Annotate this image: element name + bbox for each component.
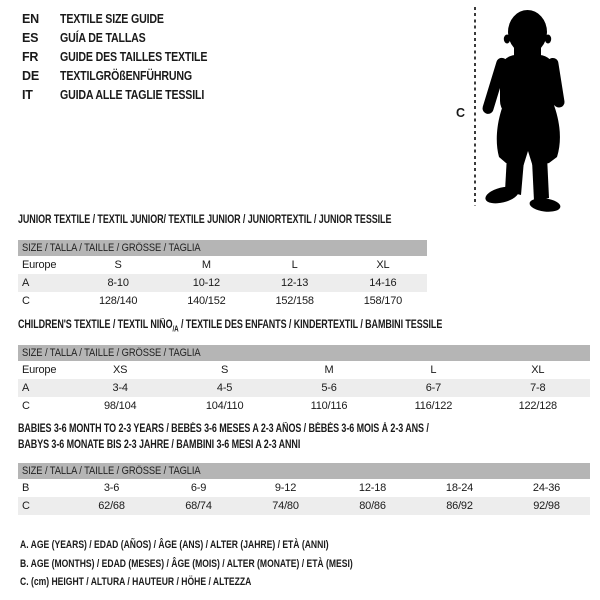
table-row [18,497,590,515]
size-cell: 104/110 [205,399,244,412]
table-title-line [18,438,590,454]
table-title-line [18,318,590,334]
table-row [18,361,590,379]
row-label: Europe [22,363,57,376]
size-cell: 98/104 [103,399,137,412]
size-cell: M [201,258,211,271]
row-label: A [22,276,30,289]
size-cell: M [324,363,334,376]
babies-table-title [18,422,590,453]
size-cell: 10-12 [192,276,220,289]
size-cell: 68/74 [185,500,212,512]
language-code: FR [22,50,39,64]
children-table-title [18,318,590,334]
table-row [18,379,590,397]
language-code: ES [22,31,39,45]
size-cell: 74/80 [272,500,299,512]
height-label: C [456,106,466,120]
size-cell: 92/98 [533,500,560,512]
size-cell: 24-36 [532,482,561,494]
size-cell: 6-9 [190,482,207,494]
height-measure-dashed-line [474,7,476,206]
language-row [22,29,233,48]
row-label: A [22,381,30,394]
table-row [18,274,427,292]
table-row [18,292,427,310]
language-code: IT [22,88,33,102]
size-cell: 8-10 [107,276,129,289]
language-title: GUIDA ALLE TAGLIE TESSILI [60,88,205,102]
row-label: C [22,500,30,512]
size-cell: 12-18 [358,482,387,494]
size-cell: 110/116 [310,399,348,412]
baby-silhouette-icon [478,5,588,215]
language-row [22,10,233,29]
title-text: CHILDREN'S TEXTILE / TEXTIL NIÑO [18,319,173,331]
children-size-table [18,361,590,415]
size-cell: 14-16 [369,276,397,289]
junior-textile-section [18,213,427,310]
language-title: TEXTILE SIZE GUIDE [60,12,164,26]
size-cell: 3-4 [112,381,128,394]
table-title-line [18,213,427,229]
legend-note [20,536,447,555]
size-header-bar [18,463,590,479]
size-cell: 128/140 [98,294,138,307]
table-row [18,397,590,415]
size-header-bar [18,240,427,256]
title-text: BABIES 3-6 MONTH TO 2-3 YEARS / BEBÉS 3-6 MESES A 2-3 AÑOS / BÉBÉS 3-6 MOIS À 2-3 ANS / [18,423,429,435]
size-cell: XL [376,258,390,271]
language-title: GUÍA DE TALLAS [60,31,146,45]
language-row [22,67,233,86]
size-cell: 7-8 [530,381,546,394]
size-cell: 116/122 [414,399,453,412]
size-cell: L [430,363,437,376]
legend-note [20,573,447,592]
size-cell: 122/128 [518,399,557,412]
language-row [22,48,233,67]
size-cell: 62/68 [98,500,125,512]
size-cell: 3-6 [103,482,120,494]
size-cell: S [221,363,229,376]
language-code: DE [22,69,39,83]
row-label: C [22,294,30,307]
table-row [18,256,427,274]
legend-note-text: A. AGE (YEARS) / EDAD (AÑOS) / ÂGE (ANS) / ALTER (JAHRE) / ETÀ (ANNI) [20,539,329,551]
size-cell: 5-6 [321,381,337,394]
size-cell: XS [113,363,128,376]
babies-textile-section [18,422,590,515]
language-row [22,86,233,105]
junior-size-table [18,256,427,310]
legend-notes [20,536,447,592]
size-cell: L [291,258,298,271]
size-cell: 158/170 [363,294,403,307]
language-title: GUIDE DES TAILLES TEXTILE [60,50,208,64]
table-row [18,479,590,497]
size-cell: 12-13 [281,276,309,289]
legend-note-text: C. (cm) HEIGHT / ALTURA / HAUTEUR / HÖHE / ALTEZZA [20,576,252,588]
size-header-text: SIZE / TALLA / TAILLE / GRÖSSE / TAGLIA [22,346,201,359]
row-label: B [22,482,30,494]
babies-size-table [18,479,590,515]
size-cell: 4-5 [216,381,233,394]
size-cell: 152/158 [275,294,314,307]
row-label: Europe [22,258,57,271]
title-text: / TEXTILE DES ENFANTS / KINDERTEXTIL / BAMBINI TESSILE [178,319,443,331]
size-cell: 80/86 [359,500,386,512]
size-header-text: SIZE / TALLA / TAILLE / GRÖSSE / TAGLIA [22,241,201,254]
children-textile-section [18,318,590,415]
title-text: BABYS 3-6 MONATE BIS 2-3 JAHRE / BAMBINI 3-6 MESI A 2-3 ANNI [18,438,301,451]
language-code: EN [22,12,39,26]
title-subscript: /A [172,324,179,334]
size-header-bar [18,345,590,361]
title-text: JUNIOR TEXTILE / TEXTIL JUNIOR/ TEXTILE JUNIOR / JUNIORTEXTIL / JUNIOR TESSILE [18,214,392,226]
size-cell: XL [531,363,545,376]
size-cell: S [114,258,122,271]
legend-note-text: B. AGE (MONTHS) / EDAD (MESES) / ÂGE (MOIS) / ALTER (MONATE) / ETÀ (MESI) [20,557,353,570]
junior-table-title [18,213,427,229]
size-header-text: SIZE / TALLA / TAILLE / GRÖSSE / TAGLIA [22,465,201,477]
language-guide [22,10,233,105]
row-label: C [22,399,30,412]
language-title: TEXTILGRÖßENFÜHRUNG [60,69,192,83]
size-cell: 140/152 [187,294,226,307]
size-cell: 18-24 [445,482,474,494]
size-cell: 6-7 [425,381,442,394]
size-cell: 9-12 [274,482,297,494]
size-cell: 86/92 [446,500,473,512]
table-title-line [18,422,590,438]
legend-note [20,555,447,574]
